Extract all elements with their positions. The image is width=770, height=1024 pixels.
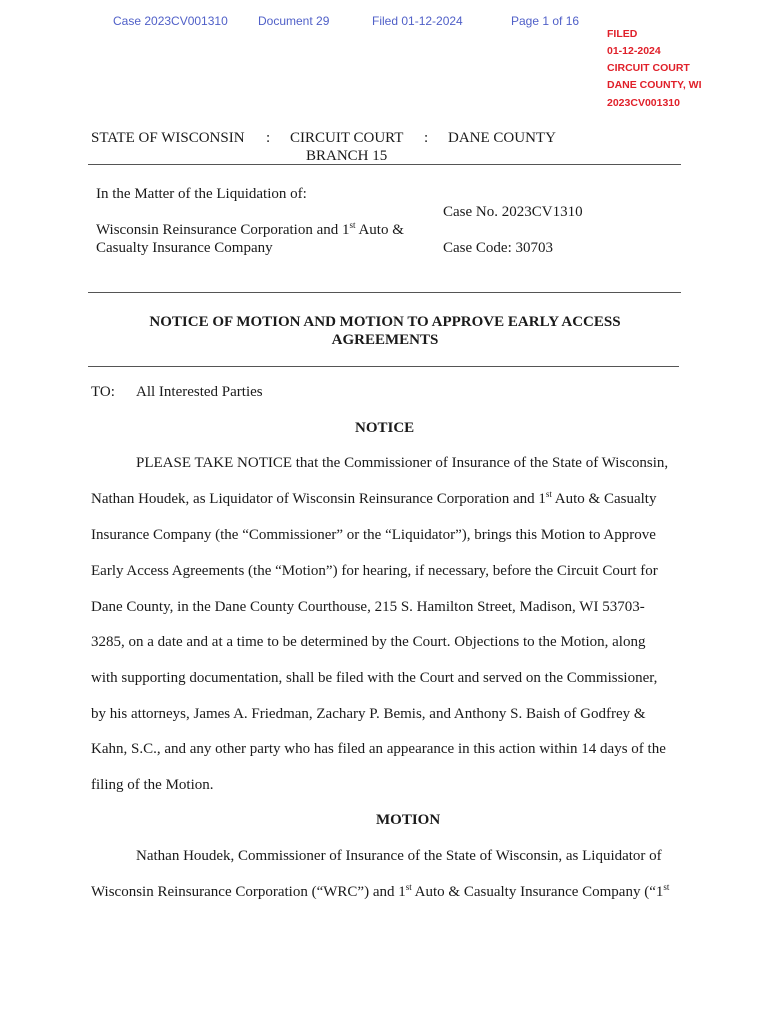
notice-line: by his attorneys, James A. Friedman, Zachary P. Bemis, and Anthony S. Baish of Godfrey & <box>91 706 646 722</box>
stamp-date: 01-12-2024 <box>607 45 661 57</box>
header-filed: Filed 01-12-2024 <box>372 14 463 28</box>
header-case: Case 2023CV001310 <box>113 14 228 28</box>
case-code: Case Code: 30703 <box>443 240 553 256</box>
notice-line: Early Access Agreements (the “Motion”) for hearing, if necessary, before the Circuit Court for <box>91 563 658 579</box>
notice-line: Insurance Company (the “Commissioner” or the “Liquidator”), brings this Motion to Approve <box>91 527 656 543</box>
notice-line: 3285, on a date and at a time to be determined by the Court. Objections to the Motion, along <box>91 634 646 650</box>
to-value: All Interested Parties <box>136 384 263 400</box>
motion-line: Wisconsin Reinsurance Corporation (“WRC”) and 1st Auto & Casualty Insurance Company (“1st <box>91 882 670 900</box>
notice-line: Kahn, S.C., and any other party who has filed an appearance in this action within 14 days of the <box>91 741 666 757</box>
motion-line: Nathan Houdek, Commissioner of Insurance of the State of Wisconsin, as Liquidator of <box>136 848 662 864</box>
stamp-filed: FILED <box>607 28 638 40</box>
matter-label: In the Matter of the Liquidation of: <box>96 186 307 202</box>
header-page: Page 1 of 16 <box>511 14 580 28</box>
to-label: TO: <box>91 384 115 400</box>
motion-heading: MOTION <box>376 812 441 828</box>
party-name-line2: Casualty Insurance Company <box>96 240 273 256</box>
caption-separator: : <box>266 130 271 146</box>
notice-line: Nathan Houdek, as Liquidator of Wisconsin Reinsurance Corporation and 1st Auto & Casualty <box>91 489 657 507</box>
party-name-line1: Wisconsin Reinsurance Corporation and 1st Auto & <box>96 220 404 238</box>
document-title: NOTICE OF MOTION AND MOTION TO APPROVE EARLY ACCESS AGREEMENTS <box>149 314 621 348</box>
case-number: Case No. 2023CV1310 <box>443 204 583 220</box>
caption-county: DANE COUNTY <box>448 130 556 146</box>
header-document: Document 29 <box>258 14 330 28</box>
caption-branch: BRANCH 15 <box>306 148 388 164</box>
notice-line: filing of the Motion. <box>91 777 214 793</box>
caption-state: STATE OF WISCONSIN <box>91 130 245 146</box>
caption-court: CIRCUIT COURT <box>290 130 404 146</box>
stamp-county: DANE COUNTY, WI <box>607 79 702 91</box>
notice-line: PLEASE TAKE NOTICE that the Commissioner of Insurance of the State of Wisconsin, <box>136 455 669 471</box>
notice-heading: NOTICE <box>355 420 415 436</box>
caption-rule <box>88 164 681 165</box>
stamp-court: CIRCUIT COURT <box>607 62 690 74</box>
notice-line: with supporting documentation, shall be filed with the Court and served on the Commissioner, <box>91 670 658 686</box>
caption-bottom-rule <box>88 292 681 293</box>
title-rule <box>88 366 679 367</box>
caption-separator: : <box>424 130 429 146</box>
stamp-case: 2023CV001310 <box>607 97 680 109</box>
notice-line: Dane County, in the Dane County Courthouse, 215 S. Hamilton Street, Madison, WI 53703- <box>91 599 645 615</box>
